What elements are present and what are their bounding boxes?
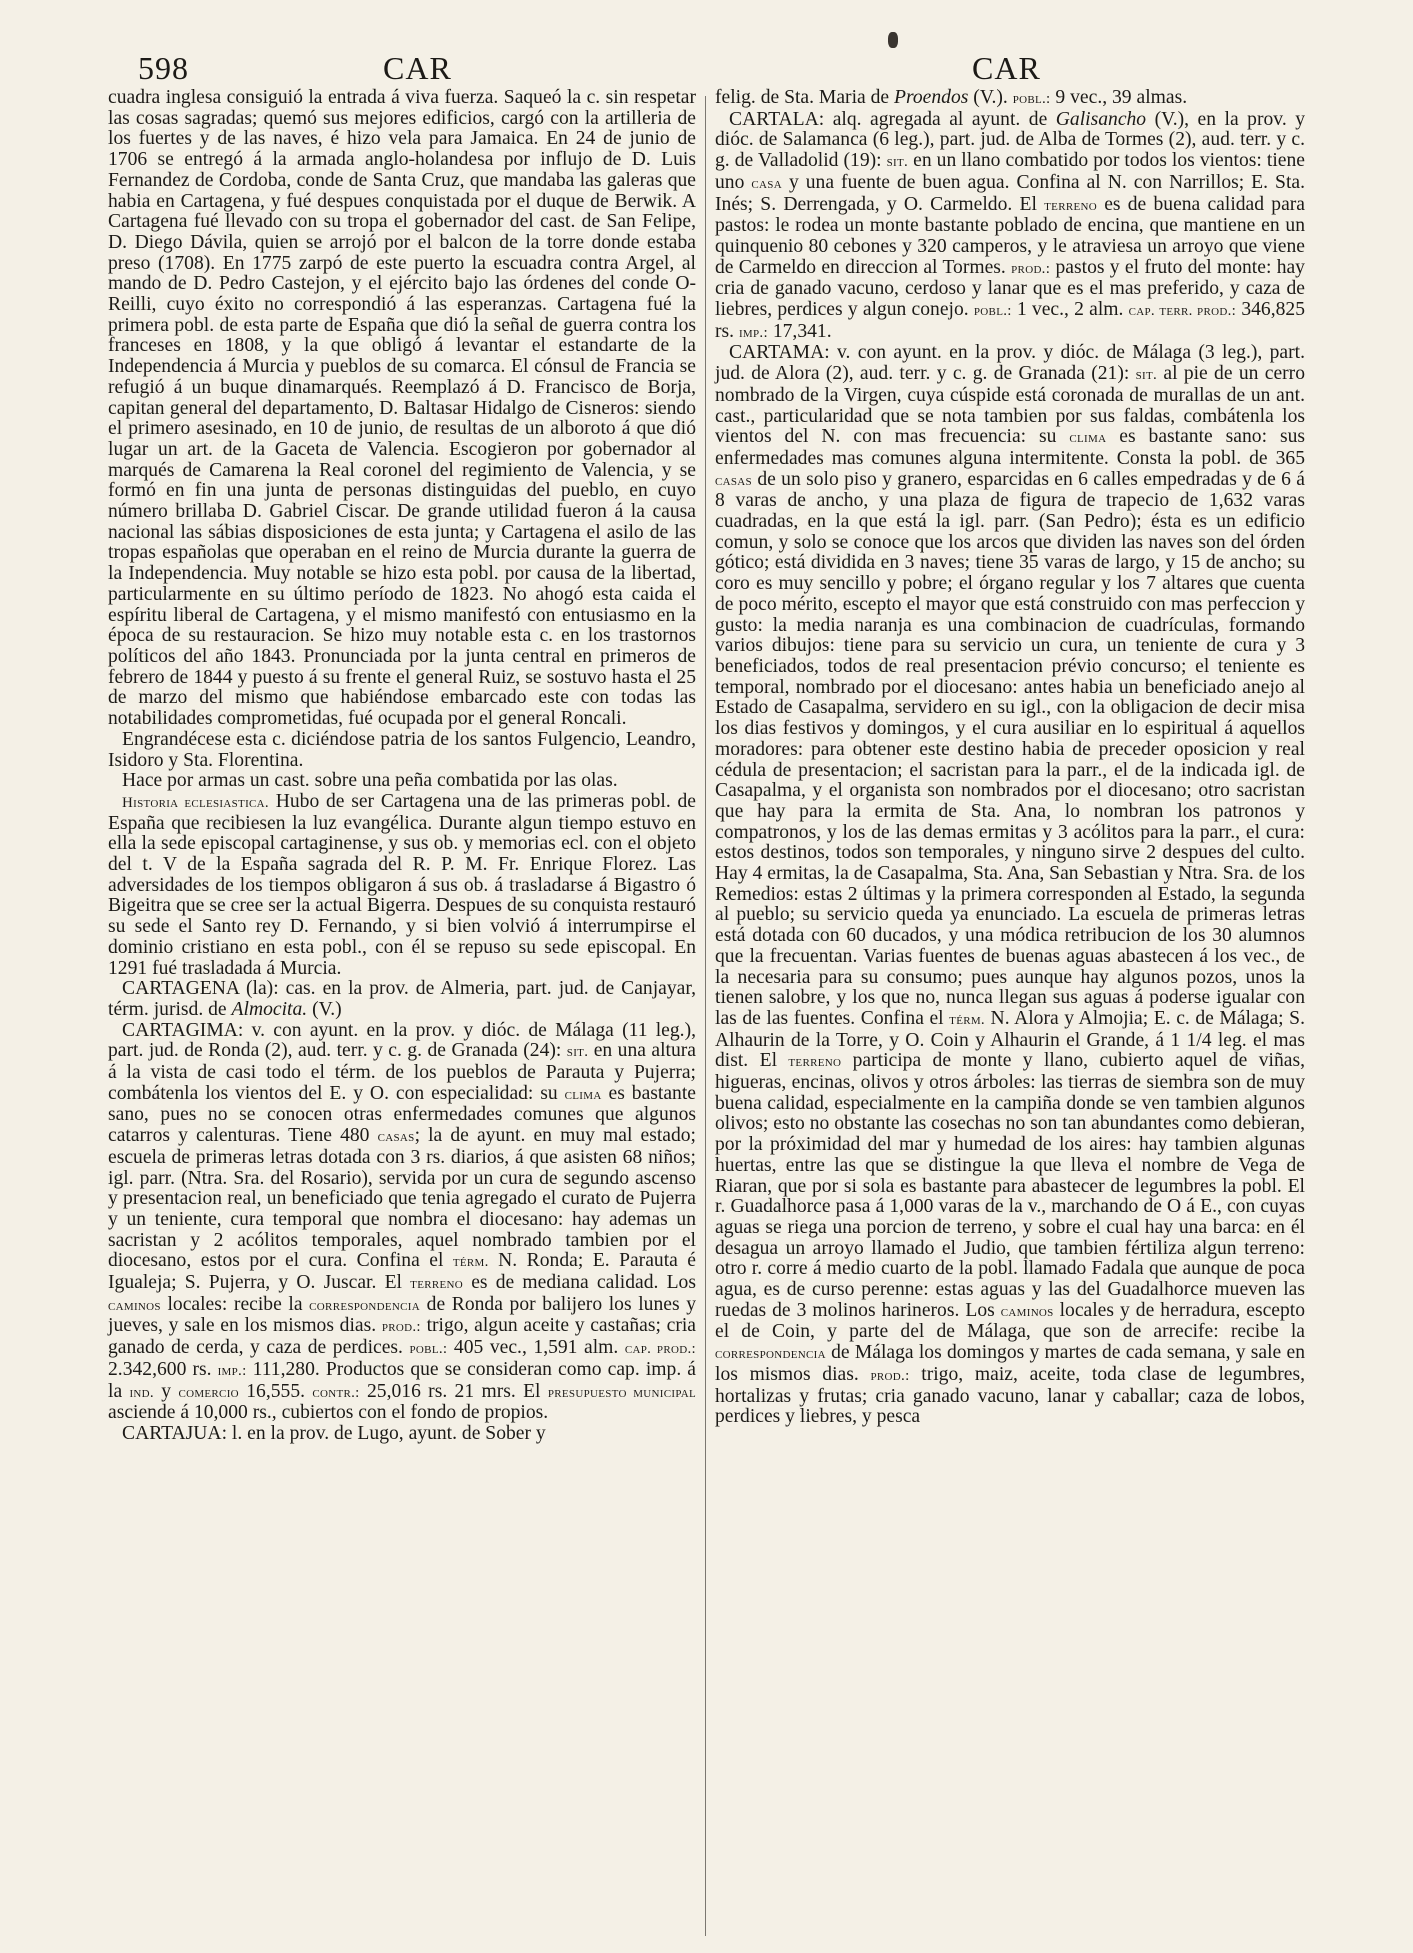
text-run: pastos y el fruto del monte: hay cria de ganado vacuno, cerdoso y lanar que es el mas preferido, y caza de liebres, perdices y algun conejo. bbox=[715, 256, 1305, 321]
text-run: de Ronda por balijero los lunes y jueves, y sale en los mismos dias. bbox=[108, 1293, 696, 1337]
text-run: 25,016 rs. 21 mrs. El bbox=[359, 1380, 548, 1402]
abbrev: prod.: bbox=[870, 1367, 910, 1384]
text-run: 405 vec., 1,591 alm. bbox=[447, 1337, 625, 1359]
abbrev: térm. bbox=[949, 1011, 985, 1028]
abbrev: comercio bbox=[178, 1384, 239, 1401]
entry-continuation-history bbox=[108, 88, 696, 730]
left-column bbox=[108, 88, 696, 1445]
text-run: CARTAMA: v. con ayunt. en la prov. y dióc. de Málaga (3 leg.), part. jud. de Alora (2), aud. terr. y c. g. de Granada (21): bbox=[715, 342, 1305, 385]
cross-reference: Almocita. bbox=[231, 998, 308, 1020]
text-run: de un solo piso y granero, esparcidas en 6 calles empedradas y de 6 á 8 varas de ancho, y una plaza de figura de trapecio de 1,632 varas cuadradas, en la que está la igl. parr. (San Pedro); ésta es un edificio comun, y solo se conoce que los arcos que dividen las naves son del órden gótico; está dividida en 3 naves; tiene 35 varas de largo, y 15 de ancho; su coro es muy sencillo y pobre; el órgano regular y los 7 altares que cuenta de poco mérito, escepto el mayor que está construido con mas perfeccion y gusto: la media naranja es una combinacion de cuadrículas, formando varios dibujos: tiene para su servicio un cura, un teniente de cura y 3 beneficiados, todos de real presentacion prévio concurso; el teniente es temporal, nombrado por el diocesano: antes habia un beneficiado anejo al Estado de Casapalma, servidero en su igl., con la obligacion de decir misa los dias festivos y domingos, y el cura ausiliar en lo espiritual á aquellos moradores: para obtener este destino habia de preceder oposicion y real cédula de presentacion; el sacristan para la parr., el de la indicada igl. de Casapalma, y el organista son nombrados por el diocesano; otro sacristan que hay para la ermita de Sta. Ana, lo nombran los patronos y compatronos, y los de las demas ermitas y 3 acólitos para la parr., el cura: estos destinos, todos son temporales, y ninguno sirve 2 despues del culto. Hay 4 ermitas, la de Casapalma, Sta. Ana, San Sebastian y Ntra. Sra. de los Remedios: estas 2 últimas y la primera corresponden al Estado, la segunda al pueblo; su servicio queda ya enunciado. La escuela de primeras letras está dotada con 60 ducados, y una módica retribucion de los 30 alumnos que la frecuentan. Varias fuentes de buenas aguas abastecen á los vec., de la necesaria para su consumo; pues aunque hay algunos pozos, unos la tienen salobre, y los que no, nunca llegan sus aguas á poderse igualar con las de las fuentes. Confina el bbox=[715, 468, 1305, 1029]
abbrev: imp.: bbox=[217, 1362, 247, 1379]
text-run: es de buena calidad para pastos: le rodea un monte bastante poblado de encina, que mantiene en un quinquenio 80 cebones y 320 camperos, y le atraviesa un arroyo que viene de Carmeldo en direccion al Tormes. bbox=[715, 193, 1305, 278]
text-run: es de mediana calidad. Los bbox=[463, 1272, 696, 1294]
text-run: (V.), en la prov. y dióc. de Salamanca (6 leg.), part. jud. de Alba de Tormes (2), aud. terr. y c. g. de Valladolid (19): bbox=[715, 108, 1305, 172]
text-run: al pie de un cerro nombrado de la Virgen, cuya cúspide está coronada de murallas de un ant. cast., particularidad que se nota tambien por sus faldas, combátenla los vientos del N. con mas frecuencia: su bbox=[715, 363, 1305, 448]
text-run: en un llano combatido por todos los vientos: tiene uno bbox=[715, 150, 1305, 193]
text-run: trigo, algun aceite y castañas; cria ganado de cerda, y caza de perdices. bbox=[108, 1315, 697, 1359]
entry-cartala bbox=[715, 110, 1305, 344]
text-run: 9 vec., 39 almas. bbox=[1050, 87, 1188, 108]
text-run: 2.342,600 rs. bbox=[108, 1358, 218, 1380]
entry-cartama bbox=[715, 343, 1305, 1428]
text-run: CARTAGIMA: v. con ayunt. en la prov. y dióc. de Málaga (11 leg.), part. jud. de Ronda (2), aud. terr. y c. g. de Granada (24): bbox=[108, 1019, 696, 1062]
text-run: locales: recibe la bbox=[160, 1293, 310, 1315]
text-run: es bastante sano: sus enfermedades mas comunes alguna intermitente. Consta la pobl. de 365 bbox=[715, 426, 1305, 469]
abbrev: correspondencia bbox=[715, 1346, 826, 1363]
text-run: CARTAGENA (la): cas. en la prov. de Almeria, part. jud. de Canjayar, térm. jurisd. de bbox=[108, 978, 696, 1020]
running-title-right: CAR bbox=[972, 50, 1041, 86]
abbrev: clima bbox=[1069, 430, 1107, 447]
text-run: Hace por armas un cast. sobre una peña combatida por las olas. bbox=[122, 770, 618, 792]
text-run: y bbox=[153, 1380, 179, 1402]
abbrev: ind. bbox=[129, 1384, 154, 1401]
text-run: Hubo de ser Cartagena una de las primeras pobl. de España que recibiesen la luz evangélica. Durante algun tiempo estuvo en ella la sede episcopal cartaginense, y sus ob. y memorias ecl. con el objeto del t. V de la España sagrada del R. P. M. Fr. Enrique Florez. Las adversidades de los tiempos obligaron á sus ob. á trasladarse á Bigastro ó Bigeitra que se cree ser la actual Bigerra. Despues de su conquista restauró su sede el Santo rey D. Fernando, y si bien volvió á interrumpirse el dominio cristiano en esta pobl., con él se repuso su sede episcopal. En 1291 fué trasladada á Murcia. bbox=[108, 790, 697, 979]
running-title-left: CAR bbox=[383, 50, 452, 86]
abbrev: prod.: bbox=[381, 1319, 421, 1336]
abbrev: sit. bbox=[566, 1044, 589, 1061]
abbrev: presupuesto municipal bbox=[547, 1384, 697, 1401]
right-column bbox=[715, 88, 1305, 1428]
abbrev: pobl.: bbox=[1012, 91, 1051, 107]
abbrev: prod.: bbox=[1011, 260, 1051, 277]
entry-cartagima bbox=[108, 1021, 696, 1424]
text-run: 16,555. bbox=[238, 1380, 313, 1402]
abbrev: pobl.: bbox=[973, 303, 1012, 320]
ink-smudge bbox=[888, 32, 898, 48]
text-run: CARTAJUA: l. en la prov. de Lugo, ayunt. de Sober y bbox=[122, 1423, 546, 1444]
text-run: es bastante sano, pues no se conocen otras enfermedades comunes que algunos catarros y calenturas. Tiene 480 bbox=[108, 1082, 696, 1147]
abbrev: sit. bbox=[886, 154, 909, 171]
text-run: felig. de Sta. Maria de bbox=[715, 87, 895, 108]
text-run: (V.). bbox=[968, 87, 1013, 108]
section-label: Historia eclesiastica. bbox=[122, 794, 269, 811]
abbrev: térm. bbox=[452, 1254, 489, 1271]
text-run: CARTALA: alq. agregada al ayunt. de bbox=[729, 108, 1056, 130]
text-run: y una fuente de buen agua. Confina al N. con Narrillos; E. Sta. Inés; S. Derrengada, y O. Carmeldo. El bbox=[715, 171, 1305, 215]
abbrev: sit. bbox=[1135, 367, 1158, 384]
abbrev: terreno bbox=[788, 1054, 842, 1071]
entry-cartajua bbox=[108, 1424, 696, 1445]
text-run: asciende á 10,000 rs., cubiertos con el fondo de propios. bbox=[108, 1402, 549, 1424]
text-run: en una altura á la vista de casi todo el térm. de los pueblos de Parauta y Pujerra; combátenla los vientos del E. y O. con especialidad: su bbox=[108, 1040, 696, 1104]
cross-reference: Galisancho bbox=[1055, 108, 1147, 130]
entry-cartagena-la bbox=[108, 979, 696, 1020]
text-run: 1 vec., 2 alm. bbox=[1011, 299, 1129, 321]
abbrev: casa bbox=[751, 175, 782, 192]
abbrev: cap. terr. prod.: bbox=[1128, 303, 1237, 320]
text-run: (V.) bbox=[307, 998, 342, 1020]
text-run: N. Ronda; E. Parauta é Igualeja; S. Pujerra, y O. Juscar. El bbox=[108, 1250, 697, 1294]
abbrev: terreno bbox=[1044, 197, 1097, 214]
text-run: 17,341. bbox=[767, 320, 832, 342]
text-run: Engrandécese esta c. diciéndose patria de los santos Fulgencio, Leandro, Isidoro y Sta. Florentina. bbox=[108, 728, 696, 771]
abbrev: caminos bbox=[1000, 1303, 1054, 1320]
abbrev: correspondencia bbox=[309, 1297, 421, 1314]
abbrev: contr.: bbox=[312, 1384, 360, 1401]
abbrev: caminos bbox=[108, 1297, 161, 1314]
abbrev: casas bbox=[715, 472, 752, 489]
text-run: trigo, maiz, aceite, toda clase de legumbres, hortalizas y frutas; cria ganado vacuno, lanar y caballar; caza de lobos, perdices y liebres, y pesca bbox=[715, 1363, 1305, 1428]
paragraph-arms bbox=[108, 771, 696, 792]
text-run: cuadra inglesa consiguió la entrada á viva fuerza. Saqueó la c. sin respetar las cosas sagradas; quemó sus mejores edificios, cargó con la artilleria de los fuertes y de las naves, é hizo vela para Jamaica. En 24 de junio de 1706 se entregó á la armada anglo-holandesa por influjo de D. Luis Fernandez de Cordoba, conde de Santa Cruz, que mandaba las galeras que habia en Cartagena, y fué despues conquistada por el duque de Berwik. A Cartagena fué llevado con su tropa el gobernador del cast. de San Felipe, D. Diego Dávila, quien se arrojó por el balcon de la torre donde estaba preso (1708). En 1775 zarpó de este puerto la escuadra contra Argel, al mando de D. Pedro Castejon, y el ejército bajo las órdenes del conde O-Reilli, cuyo éxito no correspondió á las esperanzas. Cartagena fué la primera pobl. de esta parte de España que dió la señal de guerra contra los franceses en 1808, y la que obligó á levantar el estandarte de la Independencia á Murcia y pueblos de su comarca. El cónsul de Francia se refugió á un buque dinamarqués. Reemplazó á D. Francisco de Borja, capitan general del departamento, D. Baltasar Hidalgo de Cisneros: siendo el primero asesinado, en 10 de junio, de resultas de un alboroto á que dió lugar un art. de la Gaceta de Valencia. Escogieron por gobernador al marqués de Camarena la Real coronel del regimiento de Valencia, y se formó en fin una junta de personas distinguidas del pueblo, en cuyo número brillaba D. Gabriel Ciscar. De grande utilidad fueron á la causa nacional las sábias disposiciones de esta junta; y Cartagena el asilo de las tropas españolas que operaban en el reino de Murcia durante la guerra de la Independencia. Muy notable se hizo esta pobl. por causa de la libertad, particularmente en su último período de 1823. No ahogó esta caida el espíritu liberal de Cartagena, y el mismo manifestó con entusiasmo en la época de su restauracion. Se hizo muy notable esta c. en los trastornos políticos del año 1843. Pronunciada por la junta central en primeros de febrero de 1844 y puesto á su frente el general Ruiz, se sostuvo hasta el 25 de marzo del mismo que habiéndose embarcado este con todas las notabilidades comprometidas, fué ocupada por el general Roncali. bbox=[108, 87, 696, 730]
cross-reference: Proendos bbox=[894, 87, 969, 108]
text-run: 346,825 rs. bbox=[715, 299, 1305, 342]
text-run: 111,280. Productos que se consideran como cap. imp. á la bbox=[108, 1358, 696, 1402]
abbrev: terreno bbox=[410, 1276, 463, 1293]
column-divider bbox=[705, 96, 706, 1936]
text-run: participa de monte y llano, cubierto aquel de viñas, higueras, encinas, olivos y otros árboles: las tierras de siembra son de muy buena calidad, especialmente en la campiña donde se ven tambien algunos olivos; esto no obstante las cosechas no son tan abundantes como debieran, por la próximidad del mar y humedad de los aires: hay tambien algunas huertas, entre las que se distingue la que lleva el nombre de Vega de Riaran, que por si sola es bastante para abastecer de legumbres la pobl. El r. Guadalhorce pasa á 1,000 varas de la v., marchando de O á E., con cuyas aguas se riega una porcion de terreno, y sobre el cual hay una barca: en él desagua un arroyo llamado el Judio, que tambien fértiliza algun terreno: otro r. corre á medio cuarto de la pobl. llamado Fadala que aunque de poca agua, es de curso perenne: estas aguas y las del Guadalhorce mueven las ruedas de 3 molinos harineros. Los bbox=[715, 1050, 1305, 1321]
text-run: de Málaga los domingos y martes de cada semana, y sale en los mismos dias. bbox=[715, 1342, 1305, 1385]
paragraph-saints bbox=[108, 730, 696, 771]
page-number: 598 bbox=[138, 50, 189, 86]
abbrev: cap. prod.: bbox=[624, 1341, 696, 1358]
paragraph-ecclesiastical-history bbox=[108, 792, 696, 979]
abbrev: casas bbox=[377, 1129, 415, 1146]
entry-cartajua-continuation bbox=[715, 88, 1305, 110]
abbrev: clima bbox=[564, 1086, 602, 1103]
text-run: locales y de herradura, escepto el de Coin, y parte del de Málaga, que son de arrecife: recibe la bbox=[715, 1299, 1306, 1343]
text-run: ; la de ayunt. en muy mal estado; escuela de primeras letras dotada con 3 rs. diarios, á que asisten 68 niños; igl. parr. (Ntra. Sra. del Rosario), servida por un cura de segundo ascenso y presentacion real, un beneficiado que tenia agregado el curato de Pujerra y un teniente, cura temporal que nombra el diocesano: hay ademas un sacristan y 2 acólitos temporales, aquel nombrado tambien por el diocesano, estos por el cura. Confina el bbox=[108, 1125, 696, 1272]
text-run: N. Alora y Almojia; E. c. de Málaga; S. Alhaurin de la Torre, y O. Coin y Alhaurin el Grande, á 1 1/4 leg. el mas dist. El bbox=[715, 1007, 1305, 1072]
abbrev: imp.: bbox=[738, 324, 768, 341]
abbrev: pobl.: bbox=[409, 1341, 448, 1358]
